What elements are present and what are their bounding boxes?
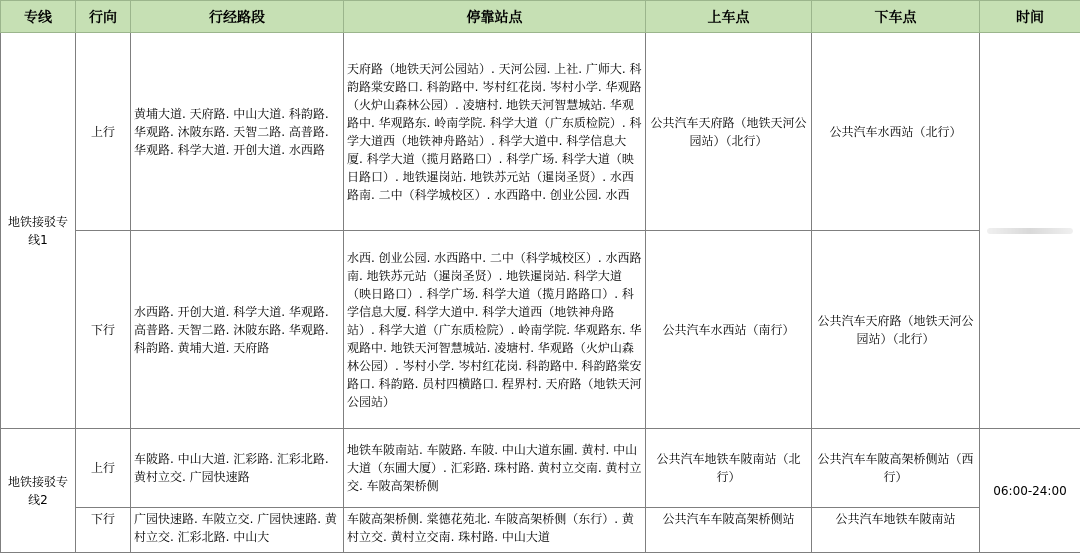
stops-cell: 地铁车陂南站. 车陂路. 车陂. 中山大道东圃. 黄村. 中山大道（东圃大厦）. 汇彩路. 珠村路. 黄村立交南. 黄村立交. 车陂高架桥侧 — [344, 429, 646, 508]
time-cell-blurred — [980, 33, 1080, 429]
header-board: 上车点 — [646, 1, 812, 33]
stops-cell: 水西. 创业公园. 水西路中. 二中（科学城校区）. 水西路南. 地铁苏元站（暹岗圣贤）. 地铁暹岗站. 科学大道（映日路口）. 科学广场. 科学大道（揽月路路口）. 科学信息大厦. 科学大道中. 科学大道西（地铁神舟路站）. 科学大道（广东质检院）. 岭南学院. 华观路东. 华观路中. 地铁天河智慧城站. 凌塘村. 华观路（火炉山森林公园）. 岑村小学. 岑村红花岗. 科韵路中. 科韵路棠安路口. 科韵路. 员村四横路口. 程界村. 天府路（地铁天河公园站） — [344, 231, 646, 429]
table-row — [1, 231, 1080, 429]
route-cell: 车陂路. 中山大道. 汇彩路. 汇彩北路. 黄村立交. 广园快速路 — [131, 429, 344, 508]
header-row — [1, 1, 1080, 33]
alight-cell: 公共汽车车陂高架桥侧站（西行） — [812, 429, 980, 508]
line-name: 地铁接驳专线2 — [1, 429, 76, 553]
stops-cell: 天府路（地铁天河公园站）. 天河公园. 上社. 广师大. 科韵路棠安路口. 科韵路中. 岑村红花岗. 岑村小学. 华观路（火炉山森林公园）. 凌塘村. 地铁天河智慧城站. 华观路中. 华观路东. 岭南学院. 科学大道（广东质检院）. 科学大道西（地铁神舟路站）. 科学大道中. 科学信息大厦. 科学大道（揽月路路口）. 科学广场. 科学大道（映日路口）. 地铁暹岗站. 地铁苏元站（暹岗圣贤）. 水西路南. 二中（科学城校区）. 水西路中. 创业公园. 水西 — [344, 33, 646, 231]
route-cell: 水西路. 开创大道. 科学大道. 华观路. 高普路. 天智二路. 沐陂东路. 华观路. 科韵路. 黄埔大道. 天府路 — [131, 231, 344, 429]
board-cell: 公共汽车天府路（地铁天河公园站）（北行） — [646, 33, 812, 231]
direction-cell: 上行 — [76, 33, 131, 231]
header-time: 时间 — [980, 1, 1080, 33]
board-cell: 公共汽车水西站（南行） — [646, 231, 812, 429]
header-alight: 下车点 — [812, 1, 980, 33]
table-row — [1, 429, 1080, 508]
direction-cell: 上行 — [76, 429, 131, 508]
alight-cell: 公共汽车地铁车陂南站 — [812, 508, 980, 553]
alight-cell: 公共汽车天府路（地铁天河公园站）（北行） — [812, 231, 980, 429]
header-direction: 行向 — [76, 1, 131, 33]
line-name: 地铁接驳专线1 — [1, 33, 76, 429]
route-cell: 黄埔大道. 天府路. 中山大道. 科韵路. 华观路. 沐陂东路. 天智二路. 高普路. 华观路. 科学大道. 开创大道. 水西路 — [131, 33, 344, 231]
board-cell: 公共汽车车陂高架桥侧站 — [646, 508, 812, 553]
blurred-text — [987, 228, 1073, 234]
table-row — [1, 508, 1080, 553]
header-route: 行经路段 — [131, 1, 344, 33]
header-stops: 停靠站点 — [344, 1, 646, 33]
direction-cell: 下行 — [76, 231, 131, 429]
direction-cell: 下行 — [76, 508, 131, 553]
time-cell: 06:00-24:00 — [980, 429, 1080, 553]
header-line: 专线 — [1, 1, 76, 33]
stops-cell: 车陂高架桥侧. 棠德花苑北. 车陂高架桥侧（东行）. 黄村立交. 黄村立交南. 珠村路. 中山大道 — [344, 508, 646, 553]
route-cell: 广园快速路. 车陂立交. 广园快速路. 黄村立交. 汇彩北路. 中山大 — [131, 508, 344, 553]
alight-cell: 公共汽车水西站（北行） — [812, 33, 980, 231]
board-cell: 公共汽车地铁车陂南站（北行） — [646, 429, 812, 508]
table-row — [1, 33, 1080, 231]
